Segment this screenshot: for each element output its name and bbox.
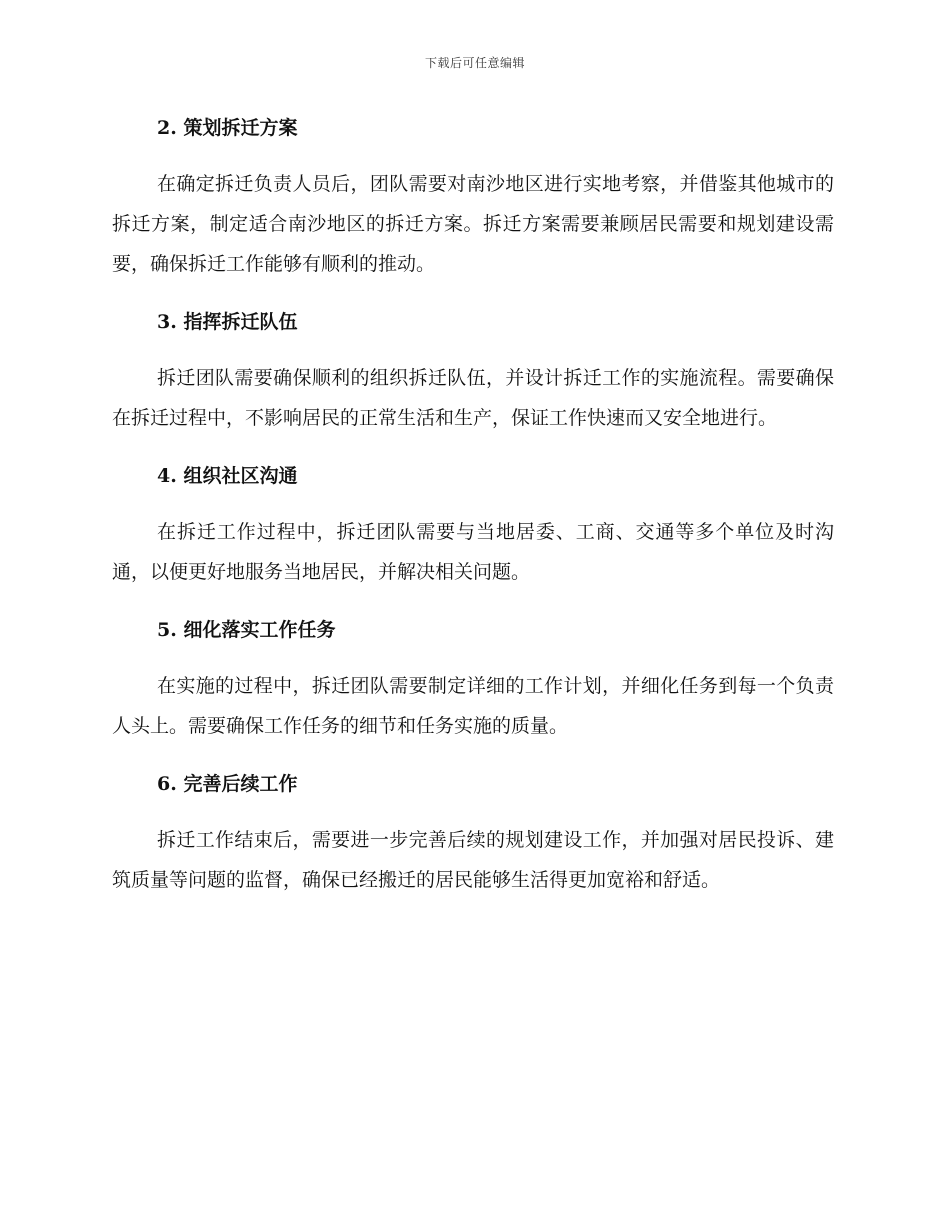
- section-title: 6. 完善后续工作: [157, 773, 298, 795]
- section-paragraph: 在确定拆迁负责人员后，团队需要对南沙地区进行实地考察，并借鉴其他城市的拆迁方案，制定适合南沙地区的拆迁方案。拆迁方案需要兼顾居民需要和规划建设需要，确保拆迁工作能够有顺利的推动。: [112, 173, 834, 275]
- section-paragraph: 在实施的过程中，拆迁团队需要制定详细的工作计划，并细化任务到每一个负责人头上。需要确保工作任务的细节和任务实施的质量。: [112, 675, 834, 737]
- section-5: [112, 612, 834, 746]
- document-body: [112, 110, 834, 920]
- section-title: 3. 指挥拆迁队伍: [157, 311, 298, 333]
- section-title: 2. 策划拆迁方案: [157, 117, 298, 139]
- section-paragraph: 拆迁工作结束后，需要进一步完善后续的规划建设工作，并加强对居民投诉、建筑质量等问题的监督，确保已经搬迁的居民能够生活得更加宽裕和舒适。: [112, 829, 834, 891]
- section-title: 5. 细化落实工作任务: [157, 619, 336, 641]
- section-title: 4. 组织社区沟通: [157, 465, 298, 487]
- section-paragraph: 在拆迁工作过程中，拆迁团队需要与当地居委、工商、交通等多个单位及时沟通，以便更好地服务当地居民，并解决相关问题。: [112, 521, 834, 583]
- page-header: 下载后可任意编辑: [424, 56, 525, 70]
- section-4: [112, 458, 834, 592]
- section-6: [112, 766, 834, 900]
- section-3: [112, 304, 834, 438]
- section-2: [112, 110, 834, 284]
- section-paragraph: 拆迁团队需要确保顺利的组织拆迁队伍，并设计拆迁工作的实施流程。需要确保在拆迁过程中，不影响居民的正常生活和生产，保证工作快速而又安全地进行。: [112, 367, 834, 429]
